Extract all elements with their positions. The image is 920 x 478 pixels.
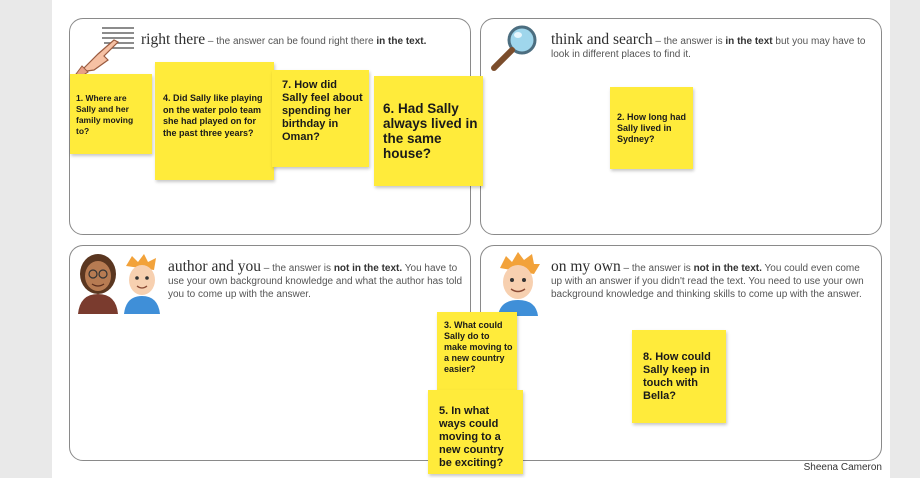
sticky-note-q2[interactable]: 2. How long had Sally lived in Sydney?: [610, 87, 693, 169]
sticky-note-q1[interactable]: 1. Where are Sally and her family moving to?: [70, 74, 152, 154]
hand-pointing-text-icon: [74, 22, 140, 76]
heading-right-there: right there – the answer can be found right there in the text.: [141, 31, 427, 48]
sticky-note-q4[interactable]: 4. Did Sally like playing on the water polo team she had played on for the past three years?: [155, 62, 274, 180]
sticky-note-q5[interactable]: 5. In what ways could moving to a new country be exciting?: [428, 390, 523, 474]
sticky-note-q3[interactable]: 3. What could Sally do to make moving to a new country easier?: [437, 312, 517, 390]
sticky-note-q8[interactable]: 8. How could Sally keep in touch with Bella?: [632, 330, 726, 423]
sticky-note-q6[interactable]: 6. Had Sally always lived in the same house?: [374, 76, 483, 186]
title-think-and-search: think and search: [551, 31, 653, 48]
magnifying-glass-icon: [488, 24, 544, 74]
heading-on-my-own: on my own – the answer is not in the text. You could even come up with an answer if you didn't read the text. You need to use your own background knowledge and thinking skills to come up with the answer.: [551, 258, 864, 300]
title-on-my-own: on my own: [551, 258, 621, 275]
heading-think-and-search: think and search – the answer is in the text but you may have to look in different places to find it.: [551, 31, 866, 60]
teacher-and-boy-icon: [76, 250, 166, 314]
title-right-there: right there: [141, 31, 206, 48]
heading-author-and-you: author and you – the answer is not in the text. You have to use your own background knowledge and what the author has told you to come up with the answer.: [168, 258, 463, 300]
sticky-note-q7[interactable]: 7. How did Sally feel about spending her birthday in Oman?: [272, 70, 369, 167]
boy-icon: [494, 250, 544, 316]
title-author-and-you: author and you: [168, 258, 261, 275]
author-credit: Sheena Cameron: [803, 462, 882, 473]
